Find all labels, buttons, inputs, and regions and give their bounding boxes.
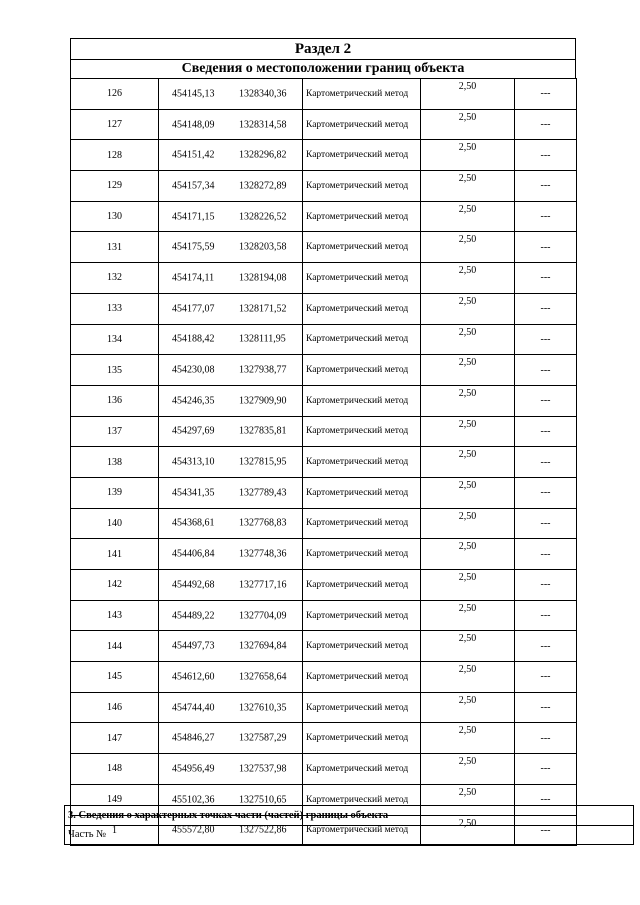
error-cell: 2,50 — [421, 263, 515, 294]
point-number: 137 — [71, 416, 159, 447]
point-number: 132 — [71, 263, 159, 294]
coordinates-cell — [159, 754, 303, 785]
point-number: 136 — [71, 385, 159, 416]
coordinates-cell — [159, 723, 303, 754]
description-cell: --- — [515, 692, 577, 723]
table-row — [71, 385, 577, 416]
description-cell: --- — [515, 201, 577, 232]
point-number: 129 — [71, 171, 159, 202]
point-number: 139 — [71, 477, 159, 508]
description-cell: --- — [515, 539, 577, 570]
coordinate-y: 1328314,58 — [239, 119, 287, 131]
coordinate-x: 454489,22 — [172, 610, 215, 622]
coordinates-cell — [159, 171, 303, 202]
coordinates-cell — [159, 631, 303, 662]
table-row — [71, 477, 577, 508]
coordinate-y: 1327704,09 — [239, 610, 287, 622]
table-row — [71, 355, 577, 386]
coordinate-x: 454956,49 — [172, 763, 215, 775]
coordinate-y: 1327789,43 — [239, 487, 287, 499]
point-number: 126 — [71, 79, 159, 110]
error-cell: 2,50 — [421, 600, 515, 631]
method-cell: Картометрический метод — [303, 723, 421, 754]
error-cell: 2,50 — [421, 539, 515, 570]
method-cell: Картометрический метод — [303, 140, 421, 171]
table-row — [71, 631, 577, 662]
description-cell: --- — [515, 79, 577, 110]
error-cell: 2,50 — [421, 416, 515, 447]
method-cell: Картометрический метод — [303, 508, 421, 539]
description-cell: --- — [515, 355, 577, 386]
coordinate-y: 1328171,52 — [239, 303, 287, 315]
coordinates-cell — [159, 508, 303, 539]
coordinate-y: 1328226,52 — [239, 211, 287, 223]
description-cell: --- — [515, 784, 577, 815]
table-row — [71, 508, 577, 539]
section-title: Раздел 2 — [71, 39, 575, 60]
coordinates-cell — [159, 79, 303, 110]
coordinate-y: 1328272,89 — [239, 180, 287, 192]
coordinate-x: 454297,69 — [172, 425, 215, 437]
error-cell: 2,50 — [421, 324, 515, 355]
point-number: 1 — [71, 815, 159, 846]
error-cell: 2,50 — [421, 692, 515, 723]
coordinate-y: 1327748,36 — [239, 548, 287, 560]
coordinate-x: 454341,35 — [172, 487, 215, 499]
error-cell: 2,50 — [421, 447, 515, 478]
coordinate-x: 454313,10 — [172, 456, 215, 468]
coordinates-cell — [159, 201, 303, 232]
method-cell: Картометрический метод — [303, 293, 421, 324]
section-3 — [64, 805, 634, 845]
method-cell: Картометрический метод — [303, 385, 421, 416]
table-row — [71, 232, 577, 263]
point-number: 145 — [71, 662, 159, 693]
coordinate-x: 454368,61 — [172, 517, 215, 529]
point-number: 128 — [71, 140, 159, 171]
coordinate-x: 454171,15 — [172, 211, 215, 223]
coordinates-cell — [159, 539, 303, 570]
error-cell: 2,50 — [421, 355, 515, 386]
coordinate-y: 1327938,77 — [239, 364, 287, 376]
coordinate-y: 1327537,98 — [239, 763, 287, 775]
error-cell: 2,50 — [421, 109, 515, 140]
point-number: 142 — [71, 570, 159, 601]
description-cell: --- — [515, 631, 577, 662]
error-cell: 2,50 — [421, 79, 515, 110]
error-cell: 2,50 — [421, 385, 515, 416]
point-number: 131 — [71, 232, 159, 263]
coordinate-x: 454148,09 — [172, 119, 215, 131]
table-row — [71, 447, 577, 478]
point-number: 134 — [71, 324, 159, 355]
coordinate-y: 1327815,95 — [239, 456, 287, 468]
points-table — [70, 78, 577, 846]
coordinate-x: 454246,35 — [172, 395, 215, 407]
coordinates-cell — [159, 477, 303, 508]
method-cell: Картометрический метод — [303, 815, 421, 846]
description-cell: --- — [515, 385, 577, 416]
table-row — [71, 79, 577, 110]
table-row — [71, 201, 577, 232]
coordinate-y: 1327768,83 — [239, 517, 287, 529]
table-row — [71, 600, 577, 631]
point-number: 141 — [71, 539, 159, 570]
description-cell: --- — [515, 662, 577, 693]
method-cell: Картометрический метод — [303, 477, 421, 508]
description-cell: --- — [515, 171, 577, 202]
table-row — [71, 324, 577, 355]
coordinates-cell — [159, 385, 303, 416]
error-cell: 2,50 — [421, 815, 515, 846]
description-cell: --- — [515, 263, 577, 294]
coordinate-x: 454175,59 — [172, 241, 215, 253]
method-cell: Картометрический метод — [303, 600, 421, 631]
coordinate-x: 454612,60 — [172, 671, 215, 683]
table-row — [71, 140, 577, 171]
method-cell: Картометрический метод — [303, 754, 421, 785]
point-number: 140 — [71, 508, 159, 539]
coordinate-y: 1328203,58 — [239, 241, 287, 253]
point-number: 133 — [71, 293, 159, 324]
method-cell: Картометрический метод — [303, 692, 421, 723]
description-cell: --- — [515, 140, 577, 171]
error-cell: 2,50 — [421, 201, 515, 232]
method-cell: Картометрический метод — [303, 232, 421, 263]
point-number: 149 — [71, 784, 159, 815]
method-cell: Картометрический метод — [303, 416, 421, 447]
method-cell: Картометрический метод — [303, 263, 421, 294]
coordinate-x: 454145,13 — [172, 88, 215, 100]
error-cell: 2,50 — [421, 293, 515, 324]
description-cell: --- — [515, 723, 577, 754]
coordinate-x: 454230,08 — [172, 364, 215, 376]
error-cell: 2,50 — [421, 232, 515, 263]
description-cell: --- — [515, 416, 577, 447]
table-row — [71, 754, 577, 785]
coordinates-cell — [159, 447, 303, 478]
error-cell: 2,50 — [421, 754, 515, 785]
method-cell: Картометрический метод — [303, 539, 421, 570]
coordinate-x: 454188,42 — [172, 333, 215, 345]
description-cell: --- — [515, 293, 577, 324]
coordinates-cell — [159, 109, 303, 140]
coordinates-cell — [159, 692, 303, 723]
error-cell: 2,50 — [421, 171, 515, 202]
coordinate-y: 1327835,81 — [239, 425, 287, 437]
table-row — [71, 570, 577, 601]
description-cell: --- — [515, 570, 577, 601]
coordinate-x: 454497,73 — [172, 640, 215, 652]
description-cell: --- — [515, 324, 577, 355]
point-number: 144 — [71, 631, 159, 662]
coordinate-x: 454177,07 — [172, 303, 215, 315]
coordinates-cell — [159, 355, 303, 386]
coordinate-x: 454174,11 — [172, 272, 215, 284]
coordinate-y: 1328340,36 — [239, 88, 287, 100]
coordinates-cell — [159, 570, 303, 601]
coordinates-cell — [159, 416, 303, 447]
error-cell: 2,50 — [421, 784, 515, 815]
coordinates-cell — [159, 662, 303, 693]
coordinate-y: 1327909,90 — [239, 395, 287, 407]
method-cell: Картометрический метод — [303, 447, 421, 478]
description-cell: --- — [515, 447, 577, 478]
table-row — [71, 263, 577, 294]
description-cell: --- — [515, 508, 577, 539]
method-cell: Картометрический метод — [303, 570, 421, 601]
point-number: 127 — [71, 109, 159, 140]
section-header — [70, 38, 576, 78]
method-cell: Картометрический метод — [303, 324, 421, 355]
section-subtitle: Сведения о местоположении границ объекта — [181, 61, 465, 76]
document-sheet — [70, 38, 576, 846]
coordinate-y: 1328111,95 — [239, 333, 286, 345]
method-cell: Картометрический метод — [303, 784, 421, 815]
coordinates-cell — [159, 324, 303, 355]
error-cell: 2,50 — [421, 508, 515, 539]
method-cell: Картометрический метод — [303, 355, 421, 386]
method-cell: Картометрический метод — [303, 109, 421, 140]
table-row — [71, 662, 577, 693]
method-cell: Картометрический метод — [303, 662, 421, 693]
error-cell: 2,50 — [421, 570, 515, 601]
table-row — [71, 109, 577, 140]
method-cell: Картометрический метод — [303, 201, 421, 232]
table-row — [71, 539, 577, 570]
description-cell: --- — [515, 477, 577, 508]
coordinates-cell — [159, 263, 303, 294]
coordinate-y: 1327610,35 — [239, 702, 287, 714]
coordinate-x: 455572,80 — [172, 824, 215, 836]
coordinate-x: 454492,68 — [172, 579, 215, 591]
point-number: 135 — [71, 355, 159, 386]
method-cell: Картометрический метод — [303, 631, 421, 662]
point-number: 138 — [71, 447, 159, 478]
coordinate-y: 1328296,82 — [239, 149, 287, 161]
coordinate-y: 1327658,64 — [239, 671, 287, 683]
coordinate-x: 454744,40 — [172, 702, 215, 714]
method-cell: Картометрический метод — [303, 79, 421, 110]
error-cell: 2,50 — [421, 662, 515, 693]
error-cell: 2,50 — [421, 723, 515, 754]
point-number: 147 — [71, 723, 159, 754]
part-number-label: Часть № — [68, 829, 107, 840]
coordinate-y: 1327522,86 — [239, 824, 287, 836]
coordinates-cell — [159, 600, 303, 631]
point-number: 148 — [71, 754, 159, 785]
error-cell: 2,50 — [421, 477, 515, 508]
coordinates-cell — [159, 140, 303, 171]
description-cell: --- — [515, 754, 577, 785]
table-row — [71, 416, 577, 447]
table-row — [71, 692, 577, 723]
coordinate-x: 454157,34 — [172, 180, 215, 192]
coordinate-x: 454406,84 — [172, 548, 215, 560]
point-number: 143 — [71, 600, 159, 631]
coordinate-y: 1327587,29 — [239, 732, 287, 744]
method-cell: Картометрический метод — [303, 171, 421, 202]
description-cell: --- — [515, 232, 577, 263]
point-number: 130 — [71, 201, 159, 232]
coordinate-y: 1327717,16 — [239, 579, 287, 591]
table-row — [71, 293, 577, 324]
coordinate-y: 1327694,84 — [239, 640, 287, 652]
coordinates-cell — [159, 232, 303, 263]
coordinate-y: 1328194,08 — [239, 272, 287, 284]
coordinate-x: 455102,36 — [172, 794, 215, 806]
coordinate-x: 454151,42 — [172, 149, 215, 161]
error-cell: 2,50 — [421, 631, 515, 662]
section-3-title: 3. Сведения о характерных точках части (частей) границы объекта — [65, 806, 633, 826]
table-row — [71, 723, 577, 754]
error-cell: 2,50 — [421, 140, 515, 171]
description-cell: --- — [515, 815, 577, 846]
table-row — [71, 171, 577, 202]
coordinate-y: 1327510,65 — [239, 794, 287, 806]
description-cell: --- — [515, 600, 577, 631]
point-number: 146 — [71, 692, 159, 723]
coordinates-cell — [159, 293, 303, 324]
coordinate-x: 454846,27 — [172, 732, 215, 744]
description-cell: --- — [515, 109, 577, 140]
points-table-body — [71, 79, 577, 846]
